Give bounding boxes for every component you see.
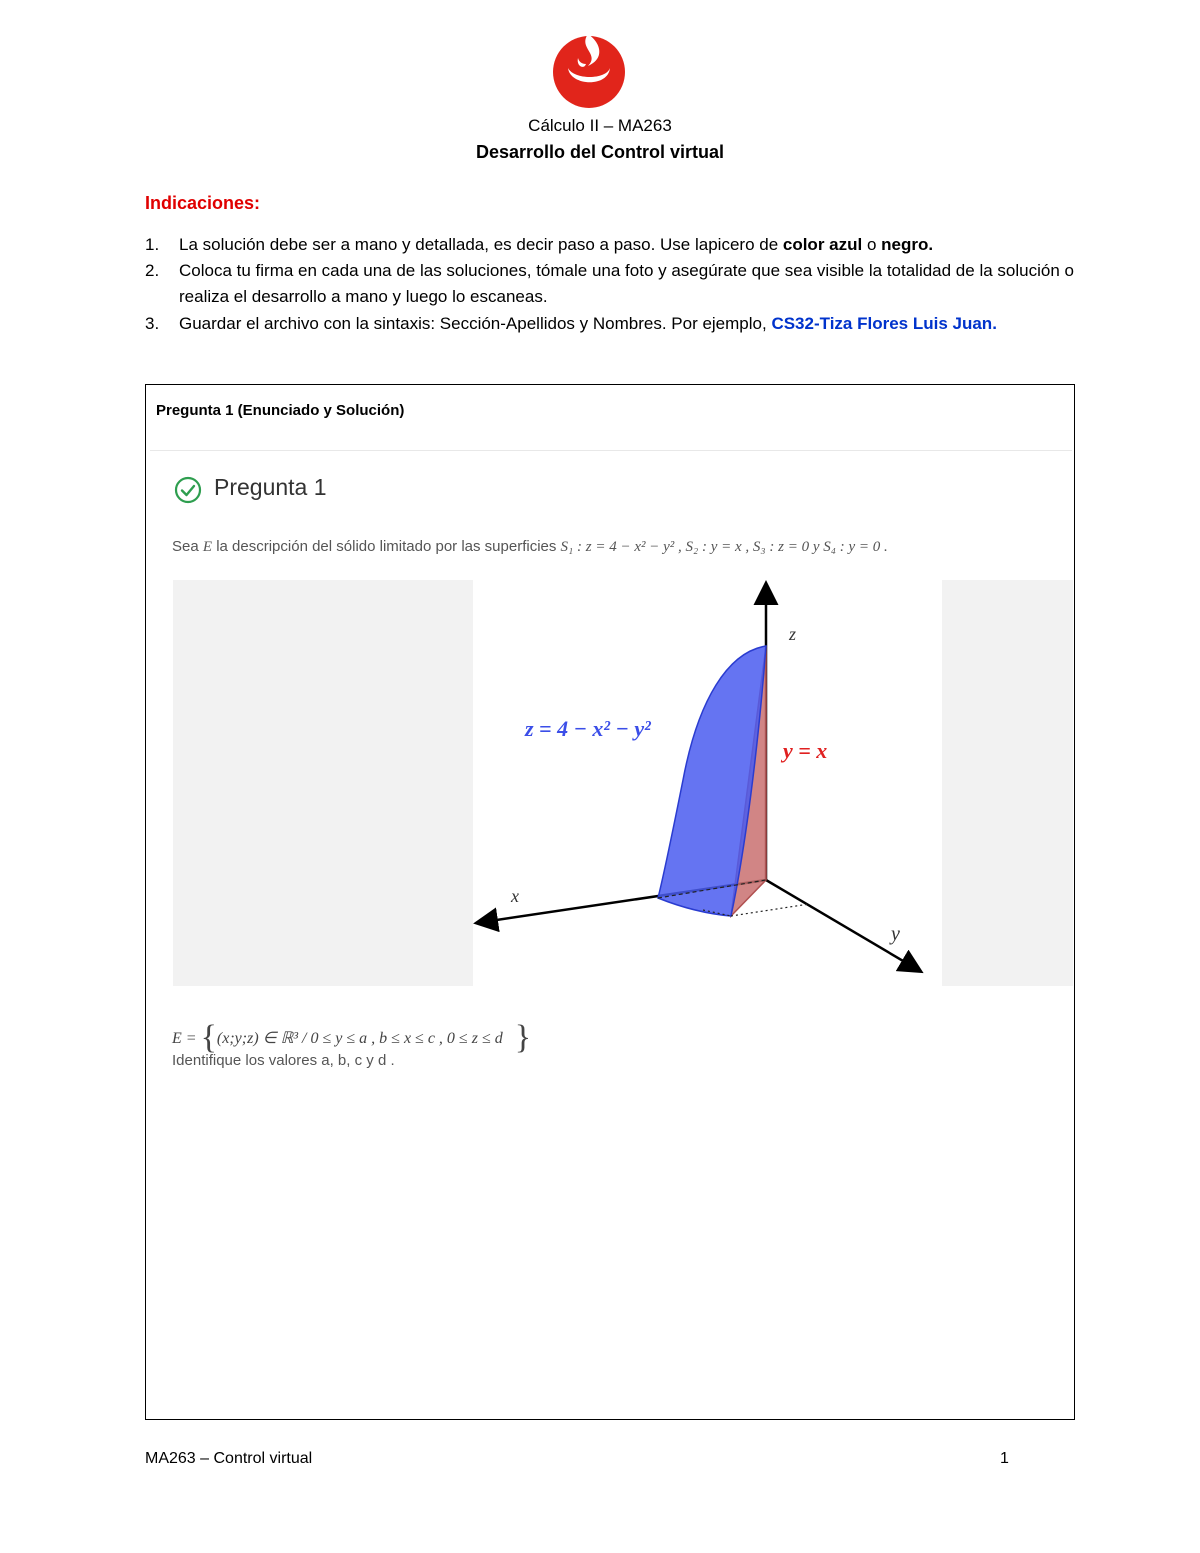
footer-course: MA263 – Control virtual — [145, 1450, 313, 1467]
university-logo — [548, 28, 630, 110]
document-title: Desarrollo del Control virtual — [475, 142, 725, 162]
instruction-number: 1. — [145, 235, 160, 254]
page-number: 1 — [1000, 1450, 1009, 1467]
instruction-text-part: Guardar el archivo con la sintaxis: Sección-Apellidos y Nombres. Por ejemplo, — [179, 314, 772, 333]
instruction-text-part: La solución debe ser a mano y detallada, es decir paso a paso. Use lapicero de — [179, 235, 783, 254]
plane-label: y = x — [783, 738, 828, 763]
question-title: Pregunta 1 — [214, 474, 327, 500]
figure-margin-right — [942, 580, 1073, 986]
statement-math: S₁ : z = 4 − x² − y² , S₂ : y = x , S₃ : z = 0 y S₄ : y = 0 . — [560, 539, 888, 555]
close-brace: } — [514, 1019, 532, 1056]
identify-instruction: Identifique los valores a, b, c y d . — [172, 1052, 395, 1069]
set-conditions: (x;y;z) ∈ ℝ³ / 0 ≤ y ≤ a , b ≤ x ≤ c , 0 ≤ z ≤ d — [216, 1030, 503, 1047]
instruction-item-1 — [145, 232, 1075, 258]
instruction-text — [179, 232, 1075, 258]
base-edge — [731, 904, 809, 916]
instruction-text: Coloca tu firma en cada una de las soluciones, tómale una foto y asegúrate que sea visible la totalidad de la solución o realiza el desarrollo a mano y luego lo escaneas. — [179, 261, 1074, 306]
surface-label: z = 4 − x² − y² — [525, 716, 651, 741]
solid-figure — [473, 580, 942, 986]
instruction-text-part: o — [862, 235, 882, 254]
instruction-emphasis: color azul — [782, 235, 863, 254]
statement-symbol: E — [202, 539, 213, 555]
figure-margin-left — [173, 580, 473, 986]
set-symbol: E = — [172, 1030, 201, 1047]
instruction-number: 3. — [145, 314, 160, 333]
set-definition — [172, 1014, 532, 1056]
course-name: Cálculo II – MA263 — [528, 116, 672, 135]
question-box-heading: Pregunta 1 (Enunciado y Solución) — [156, 402, 405, 419]
instruction-item-3 — [145, 311, 1075, 337]
instruction-text — [179, 311, 1075, 337]
axis-y-label: y — [891, 923, 900, 945]
filename-example: CS32-Tiza Flores Luis Juan. — [771, 314, 997, 333]
instruction-number: 2. — [145, 261, 160, 280]
check-circle-icon — [174, 476, 202, 504]
instruction-emphasis: negro. — [881, 235, 934, 254]
question-statement — [172, 538, 888, 556]
divider — [150, 450, 1072, 451]
statement-text: la descripción del sólido limitado por las superficies — [212, 538, 561, 555]
instructions-heading: Indicaciones: — [145, 193, 261, 213]
open-brace: { — [200, 1019, 217, 1056]
axis-z-label: z — [789, 624, 797, 644]
statement-text: Sea — [172, 538, 203, 555]
instruction-item-2 — [145, 258, 1075, 310]
axis-x-label: x — [511, 886, 519, 906]
